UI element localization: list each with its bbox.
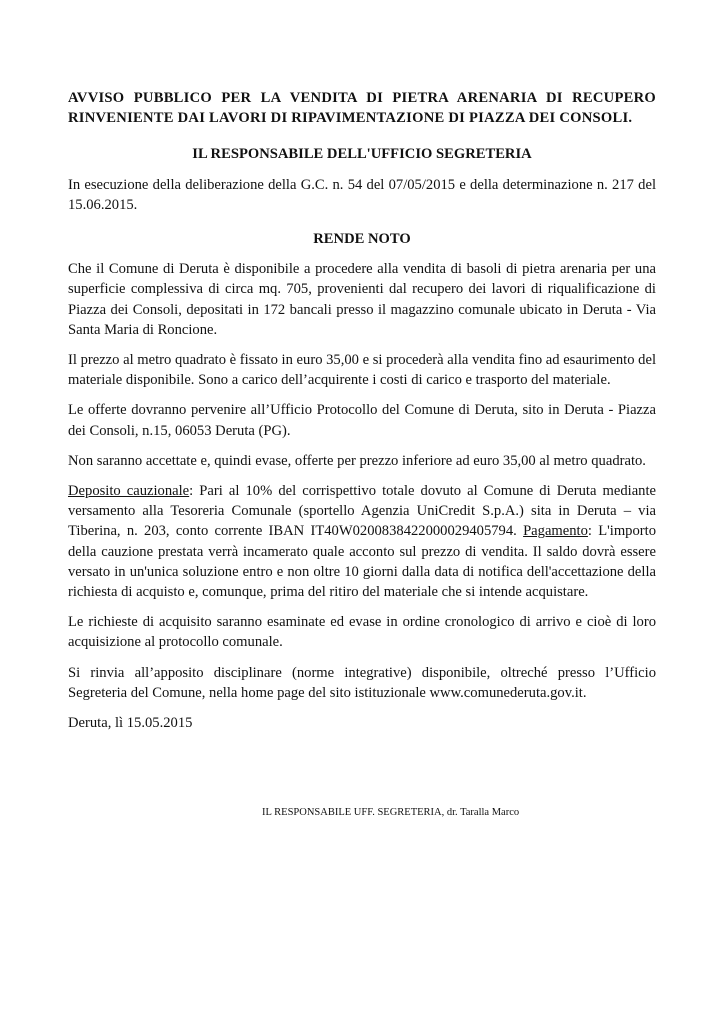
deposit-label: Deposito cauzionale xyxy=(68,483,190,500)
paragraph-requests: Le richieste di acquisito saranno esaminate ed evase in ordine cronologico di arrivo e cioè di loro acquisizione al protocollo comunale. xyxy=(68,614,656,651)
title-line-1: AVVISO PUBBLICO PER LA VENDITA DI PIETRA ARENARIA DI RECUPERO xyxy=(68,90,656,106)
payment-label: Pagamento xyxy=(523,523,588,540)
paragraph-price: Il prezzo al metro quadrato è fissato in euro 35,00 e si procederà alla vendita fino ad esaurimento del materiale disponibile. Sono a carico dell’acquirente i costi di carico e trasporto del materiale. xyxy=(68,352,656,389)
intro-paragraph: In esecuzione della deliberazione della G.C. n. 54 del 07/05/2015 e della determinazione n. 217 del 15.06.2015. xyxy=(68,176,656,213)
document-body xyxy=(68,88,656,743)
paragraph-offers: Le offerte dovranno pervenire all’Ufficio Protocollo del Comune di Deruta, sito in Deruta - Piazza dei Consoli, n.15, 06053 Deruta (PG). xyxy=(68,402,656,439)
issuer-heading: IL RESPONSABILE DELL'UFFICIO SEGRETERIA xyxy=(192,146,532,163)
title-line-2: RINVENIENTE DAI LAVORI DI RIPAVIMENTAZIONE DI PIAZZA DEI CONSOLI. xyxy=(68,110,633,127)
deposit-text: : Pari al 10% del corrispettivo totale dovuto al Comune di Deruta mediante versamento alla Tesoreria Comunale (sportello Agenzia UniCredit S.p.A.) sita in Deruta – via Tiberina, n. 203, conto corrente IBAN IT40W0200838422000029405794. xyxy=(68,483,657,540)
paragraph-regulations: Si rinvia all’apposito disciplinare (norme integrative) disponibile, oltreché presso l’Ufficio Segreteria del Comune, nella home page del sito istituzionale www.comunederuta.gov.it. xyxy=(68,664,656,701)
paragraph-minimum-price: Non saranno accettate e, quindi evase, offerte per prezzo inferiore ad euro 35,00 al metro quadrato. xyxy=(68,452,646,469)
paragraph-availability: Che il Comune di Deruta è disponibile a procedere alla vendita di basoli di pietra arenaria per una superficie complessiva di circa mq. 705, provenienti dal recupero dei lavori di riqualificazione di Piazza dei Consoli, depositati in 172 bancali presso il magazzino comunale ubicato in Deruta - Via Santa Maria di Roncione. xyxy=(68,261,656,338)
paragraph-deposit xyxy=(68,481,656,602)
rende-noto-heading: RENDE NOTO xyxy=(313,231,411,248)
payment-text: : L'importo della cauzione prestata verrà incamerato quale acconto sul prezzo di vendita. Il saldo dovrà essere versato in un'unica soluzione entro e non oltre 10 giorni dalla data di notifica dell'accettazione della richiesta di acquisto e, comunque, prima del ritiro del materiale che si intende acquistare. xyxy=(68,523,656,601)
place-date: Deruta, lì 15.05.2015 xyxy=(68,715,193,732)
signature-line: IL RESPONSABILE UFF. SEGRETERIA, dr. Taralla Marco xyxy=(262,807,520,818)
document-title xyxy=(68,88,656,128)
